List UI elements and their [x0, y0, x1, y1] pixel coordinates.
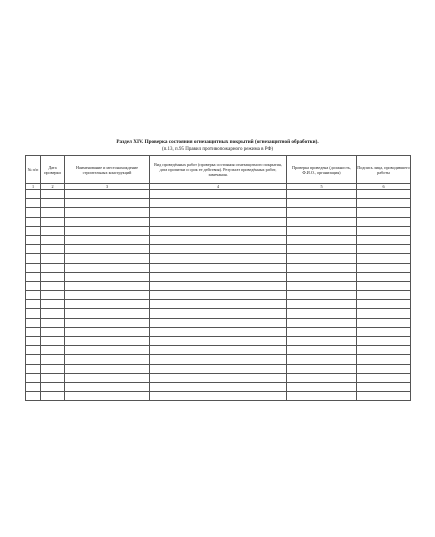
table-cell	[287, 199, 357, 208]
table-cell	[65, 235, 150, 244]
table-cell	[150, 346, 287, 355]
table-cell	[65, 318, 150, 327]
table-cell	[26, 199, 41, 208]
table-cell	[65, 291, 150, 300]
table-cell	[150, 217, 287, 226]
table-cell	[65, 300, 150, 309]
section-title: Раздел XIV. Проверка состояния огнезащитных покрытий (огнезащитной обработки).	[116, 139, 319, 145]
table-cell	[65, 327, 150, 336]
column-number: 5	[287, 184, 357, 190]
table-cell	[41, 364, 65, 373]
table-cell	[150, 272, 287, 281]
table-cell	[357, 373, 411, 382]
table-cell	[150, 392, 287, 401]
table-header-row	[26, 156, 411, 184]
table-cell	[150, 254, 287, 263]
table-cell	[357, 346, 411, 355]
header-check-date: Дата проверки	[41, 156, 65, 184]
header-work-type: Вид проведённых работ (проверка состояния огнезащитного покрытия, дата пропитки и срок ее действия). Результат проведённых работ, замечания.	[150, 156, 287, 184]
table-cell	[287, 190, 357, 199]
table-row	[26, 373, 411, 382]
table-row	[26, 272, 411, 281]
table-cell	[41, 309, 65, 318]
table-cell	[65, 263, 150, 272]
table-cell	[65, 272, 150, 281]
table-row	[26, 309, 411, 318]
table-cell	[287, 346, 357, 355]
table-cell	[287, 392, 357, 401]
table-cell	[150, 355, 287, 364]
table-cell	[65, 208, 150, 217]
table-cell	[357, 392, 411, 401]
table-cell	[65, 217, 150, 226]
table-cell	[26, 245, 41, 254]
table-cell	[150, 245, 287, 254]
table-cell	[26, 190, 41, 199]
header-structure-name: Наименование и местонахождение строительных конструкций	[65, 156, 150, 184]
table-row	[26, 199, 411, 208]
table-cell	[357, 235, 411, 244]
table-cell	[41, 346, 65, 355]
table-cell	[26, 272, 41, 281]
table-cell	[357, 226, 411, 235]
table-cell	[150, 382, 287, 391]
table-cell	[41, 355, 65, 364]
table-cell	[26, 309, 41, 318]
table-cell	[357, 291, 411, 300]
table-body	[26, 190, 411, 401]
table-cell	[287, 272, 357, 281]
table-cell	[26, 263, 41, 272]
table-row	[26, 254, 411, 263]
table-cell	[65, 392, 150, 401]
table-cell	[357, 309, 411, 318]
table-cell	[150, 373, 287, 382]
column-number: 1	[26, 184, 41, 190]
table-cell	[41, 392, 65, 401]
table-cell	[26, 281, 41, 290]
table-cell	[357, 355, 411, 364]
table-cell	[41, 217, 65, 226]
table-row	[26, 245, 411, 254]
table-row	[26, 300, 411, 309]
table-cell	[65, 190, 150, 199]
table-cell	[26, 318, 41, 327]
table-cell	[65, 373, 150, 382]
table-cell	[357, 382, 411, 391]
table-cell	[357, 263, 411, 272]
table-cell	[41, 226, 65, 235]
table-cell	[357, 327, 411, 336]
header-inspector: Проверка проведена (должность, Ф.И.О., организация)	[287, 156, 357, 184]
table-cell	[26, 254, 41, 263]
table-cell	[150, 309, 287, 318]
table-row	[26, 226, 411, 235]
table-cell	[65, 346, 150, 355]
table-cell	[26, 300, 41, 309]
table-cell	[357, 254, 411, 263]
table-cell	[41, 318, 65, 327]
table-cell	[357, 300, 411, 309]
table-cell	[65, 281, 150, 290]
table-cell	[26, 337, 41, 346]
table-cell	[150, 327, 287, 336]
table-cell	[287, 327, 357, 336]
header-signature: Подпись лица, проводившего работы	[357, 156, 411, 184]
table-cell	[41, 208, 65, 217]
table-cell	[26, 235, 41, 244]
table-cell	[26, 217, 41, 226]
table-cell	[65, 245, 150, 254]
header-number: № п/п	[26, 156, 41, 184]
table-cell	[287, 208, 357, 217]
table-row	[26, 355, 411, 364]
table-row	[26, 235, 411, 244]
table-cell	[26, 208, 41, 217]
table-cell	[65, 355, 150, 364]
table-cell	[150, 291, 287, 300]
table-row	[26, 337, 411, 346]
table-cell	[150, 281, 287, 290]
table-cell	[26, 291, 41, 300]
table-cell	[41, 327, 65, 336]
table-cell	[41, 281, 65, 290]
table-row	[26, 190, 411, 199]
table-row	[26, 318, 411, 327]
table-cell	[287, 291, 357, 300]
table-cell	[41, 373, 65, 382]
table-cell	[41, 291, 65, 300]
table-cell	[357, 364, 411, 373]
table-row	[26, 263, 411, 272]
table-cell	[65, 254, 150, 263]
table-cell	[287, 263, 357, 272]
table-cell	[41, 235, 65, 244]
table-cell	[357, 281, 411, 290]
table-cell	[357, 272, 411, 281]
table-cell	[41, 199, 65, 208]
table-cell	[357, 245, 411, 254]
table-cell	[287, 337, 357, 346]
table-cell	[41, 190, 65, 199]
table-row	[26, 364, 411, 373]
table-cell	[26, 226, 41, 235]
table-cell	[65, 364, 150, 373]
table-cell	[150, 364, 287, 373]
table-cell	[150, 226, 287, 235]
table-row	[26, 382, 411, 391]
table-cell	[41, 272, 65, 281]
table-cell	[357, 208, 411, 217]
table-cell	[357, 199, 411, 208]
section-subtitle: (п.13, п.95 Правил противопожарного режима в РФ)	[161, 147, 274, 152]
table-cell	[26, 355, 41, 364]
table-row	[26, 291, 411, 300]
table-cell	[41, 337, 65, 346]
table-cell	[287, 235, 357, 244]
table-cell	[41, 263, 65, 272]
inspection-journal-table	[25, 155, 411, 401]
table-cell	[26, 327, 41, 336]
table-cell	[287, 355, 357, 364]
table-cell	[26, 392, 41, 401]
table-cell	[26, 364, 41, 373]
table-row	[26, 217, 411, 226]
table-cell	[150, 190, 287, 199]
column-number: 6	[357, 184, 411, 190]
column-number: 3	[65, 184, 150, 190]
table-cell	[150, 300, 287, 309]
table-cell	[65, 226, 150, 235]
table-row	[26, 327, 411, 336]
table-cell	[65, 382, 150, 391]
table-cell	[26, 346, 41, 355]
table-cell	[65, 309, 150, 318]
table-cell	[41, 382, 65, 391]
table-row	[26, 208, 411, 217]
column-number: 2	[41, 184, 65, 190]
table-cell	[287, 281, 357, 290]
table-cell	[357, 190, 411, 199]
table-cell	[357, 318, 411, 327]
table-cell	[287, 254, 357, 263]
table-row	[26, 392, 411, 401]
table-cell	[287, 217, 357, 226]
table-row	[26, 346, 411, 355]
table-cell	[150, 235, 287, 244]
column-number: 4	[150, 184, 287, 190]
table-cell	[287, 300, 357, 309]
table-cell	[26, 373, 41, 382]
table-cell	[287, 226, 357, 235]
table-cell	[41, 300, 65, 309]
table-cell	[150, 199, 287, 208]
table-cell	[287, 382, 357, 391]
table-cell	[357, 217, 411, 226]
table-cell	[287, 245, 357, 254]
table-cell	[357, 337, 411, 346]
table-cell	[150, 337, 287, 346]
table-cell	[65, 337, 150, 346]
table-cell	[287, 364, 357, 373]
table-cell	[41, 254, 65, 263]
table-cell	[287, 318, 357, 327]
table-cell	[287, 373, 357, 382]
table-cell	[65, 199, 150, 208]
table-cell	[287, 309, 357, 318]
table-cell	[150, 318, 287, 327]
table-cell	[150, 263, 287, 272]
table-row	[26, 281, 411, 290]
table-cell	[26, 382, 41, 391]
table-cell	[150, 208, 287, 217]
table-cell	[41, 245, 65, 254]
